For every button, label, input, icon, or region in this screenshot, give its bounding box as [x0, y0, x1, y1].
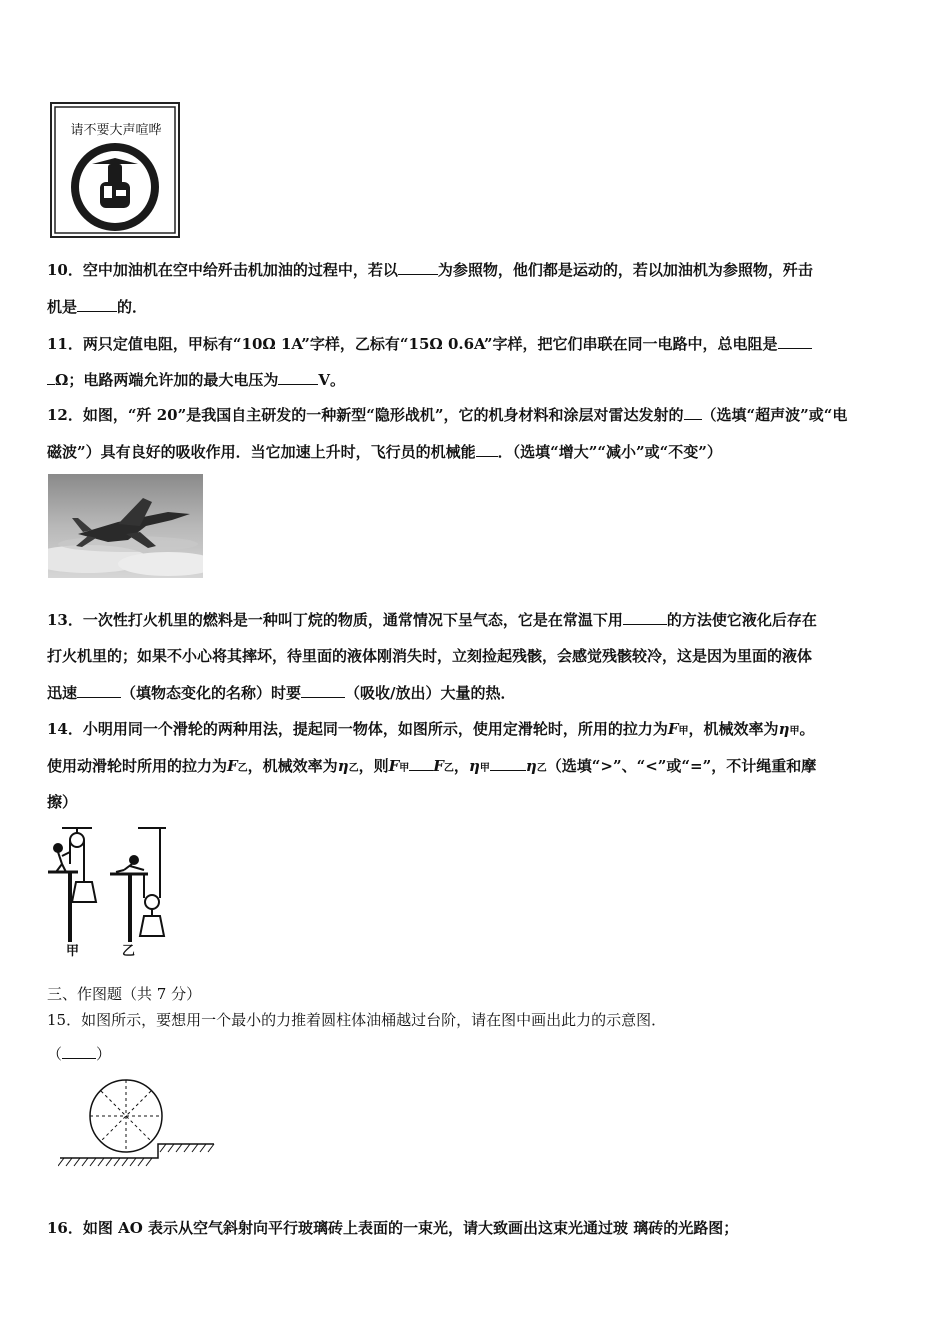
barrel-step-diagram	[58, 1078, 218, 1170]
q13-blank-1[interactable]	[623, 610, 667, 625]
q14-sub-jia: 甲	[678, 726, 689, 737]
q11-blank-1b[interactable]	[47, 370, 55, 385]
q16-text-a: 16．如图 AO 表示从空气斜射向平行玻璃砖上表面的一束光，请大致画出这束光通过玻 璃砖的光路图；	[47, 1219, 739, 1237]
question-12-line-2	[47, 442, 722, 462]
q14-text-h: 擦）	[47, 793, 78, 811]
q14-sub-yi: 乙	[237, 763, 248, 774]
q11-text-b: Ω；电路两端允许加的最大电压为	[55, 371, 279, 389]
q13-blank-3[interactable]	[301, 683, 345, 698]
question-13-line-1	[47, 610, 817, 630]
q14-text-b: ，机械效率为	[688, 720, 779, 738]
q11-text-a: 11．两只定值电阻，甲标有“10Ω 1A”字样，乙标有“15Ω 0.6A”字样，把它们串联在同一电路中，总电阻是	[47, 335, 778, 353]
q12-text-b: （选填“超声波”或“电	[701, 406, 848, 424]
q14-text-g: （选填“>”、“<”或“=”，不计绳重和摩	[546, 757, 817, 775]
q14-eta-symbol-3: η	[468, 757, 480, 775]
q11-blank-2[interactable]	[278, 370, 318, 385]
q14-text-e: ，机械效率为	[247, 757, 338, 775]
q14-sub-yi-4: 乙	[536, 763, 547, 774]
question-12-line-1	[47, 405, 847, 425]
q10-text-c: 机是	[47, 298, 78, 316]
question-11-line-2	[47, 370, 345, 390]
sign-text: 请不要大声喧哗	[70, 123, 162, 138]
q13-text-b: 的方法使它液化后存在	[666, 611, 817, 629]
q10-blank-2[interactable]	[77, 297, 117, 312]
question-10-line-1	[47, 260, 813, 280]
question-16-line-1	[47, 1218, 738, 1238]
q12-blank-1[interactable]	[684, 405, 702, 420]
q14-sub-yi-3: 乙	[443, 763, 454, 774]
q13-text-f: （吸收/放出）大量的热．	[345, 684, 516, 702]
q14-eta-symbol-2: η	[337, 757, 349, 775]
question-13-line-2	[47, 646, 812, 666]
q14-text-c: 。	[799, 720, 815, 738]
pulley-figure	[44, 824, 174, 958]
q10-text-a: 10．空中加油机在空中给歼击机加油的过程中，若以	[47, 261, 398, 279]
j20-jet-photo	[48, 474, 203, 578]
question-11-line-1	[47, 334, 812, 354]
q10-text-d: 的．	[117, 298, 148, 316]
q15-text-a: 15．如图所示，要想用一个最小的力推着圆柱体油桶越过台阶，请在图中画出此力的示意图．	[47, 1011, 667, 1029]
question-15-line-2	[47, 1044, 111, 1064]
q14-sub-jia-3: 甲	[399, 763, 410, 774]
q14-blank-2[interactable]	[490, 756, 526, 771]
quiet-sign-figure	[50, 102, 180, 238]
q14-eta-symbol-4: η	[525, 757, 537, 775]
q10-blank-1[interactable]	[398, 260, 438, 275]
question-14-line-1	[47, 719, 814, 742]
q14-eta-symbol: η	[778, 720, 790, 738]
question-15-line-1	[47, 1010, 666, 1030]
q14-sub-jia-4: 甲	[479, 763, 490, 774]
q13-text-a: 13．一次性打火机里的燃料是一种叫丁烷的物质，通常情况下呈气态，它是在常温下用	[47, 611, 623, 629]
pulley-diagram	[44, 824, 174, 958]
q14-F-symbol-2: F	[227, 757, 238, 775]
q13-text-c: 打火机里的；如果不小心将其摔坏，待里面的液体刚消失时，立刻捡起残骸，会感觉残骸较冷，这是因为里面的液体	[47, 647, 813, 665]
q10-text-b: 为参照物，他们都是运动的，若以加油机为参照物，歼击	[437, 261, 813, 279]
q14-F-symbol: F	[667, 720, 679, 738]
q12-text-d: ．（选填“增大”“减小”或“不变”）	[497, 443, 722, 461]
question-14-line-2: 使用动滑轮时所用的拉力为F乙，机械效率为η乙，则F甲 F乙，η甲 η乙（选填“>”、“<”或“=”，不计绳重和摩	[47, 757, 817, 775]
section-3-title: 三、作图题（共 7 分）	[47, 985, 202, 1003]
q12-text-a: 12．如图，“歼 20”是我国自主研发的一种新型“隐形战机”，它的机身材料和涂层对雷达发射的	[47, 406, 684, 424]
q14-sub-yi-2: 乙	[348, 763, 359, 774]
q15-answer-blank[interactable]	[62, 1044, 96, 1059]
q14-text-f: ，则	[358, 757, 389, 775]
q13-text-e: （填物态变化的名称）时要	[121, 684, 302, 702]
question-10-line-2	[47, 297, 147, 317]
q11-blank-1a[interactable]	[778, 334, 812, 349]
q14-blank-1[interactable]	[409, 756, 433, 771]
q11-text-c: V。	[318, 371, 345, 389]
pulley-label-jia: 甲	[66, 944, 80, 959]
q14-text-d: 使用动滑轮时所用的拉力为	[47, 757, 228, 775]
question-13-line-3	[47, 683, 516, 703]
q14-sub-jia-2: 甲	[789, 726, 800, 737]
q14-F-symbol-3: F	[388, 757, 400, 775]
q12-blank-2[interactable]	[476, 442, 498, 457]
q13-text-d: 迅速	[47, 684, 78, 702]
q14-text-a: 14．小明用同一个滑轮的两种用法，提起同一物体，如图所示，使用定滑轮时，所用的拉力为	[47, 720, 668, 738]
question-14-line-3	[47, 792, 77, 812]
q15-text-c: ）	[96, 1045, 112, 1063]
pulley-label-yi: 乙	[122, 944, 136, 959]
q14-F-symbol-4: F	[433, 757, 444, 775]
barrel-step-figure	[58, 1078, 218, 1170]
q12-text-c: 磁波”）具有良好的吸收作用．当它加速上升时，飞行员的机械能	[47, 443, 476, 461]
q15-text-b: （	[47, 1045, 63, 1063]
q13-blank-2[interactable]	[77, 683, 121, 698]
jet-image	[48, 474, 203, 578]
